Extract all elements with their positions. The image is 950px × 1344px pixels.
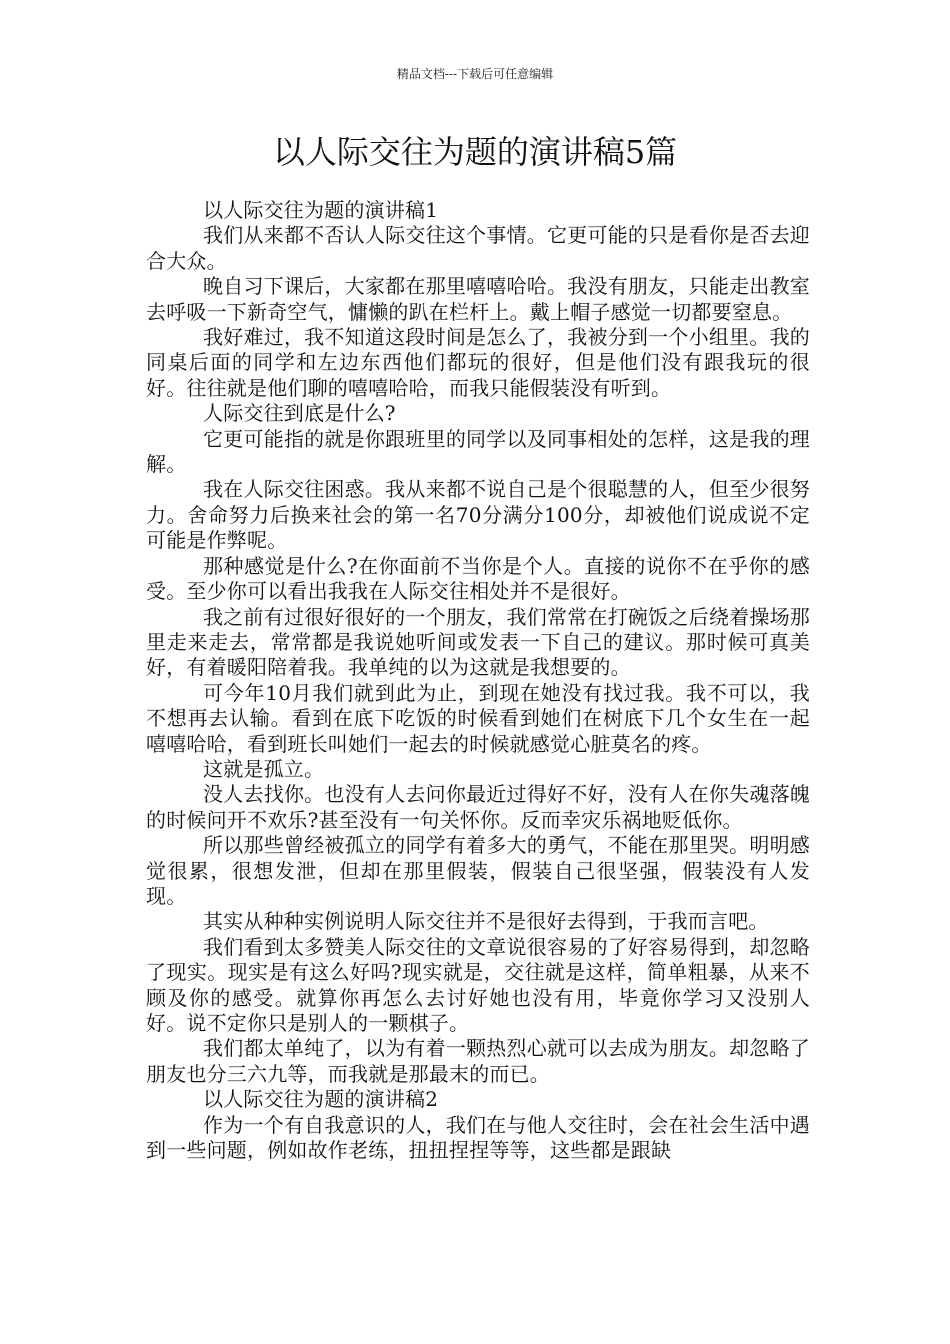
paragraph: 其实从种种实例说明人际交往并不是很好去得到，于我而言吧。 (203, 909, 769, 934)
paragraph: 人际交往到底是什么? (203, 401, 396, 426)
paragraph: 这就是孤立。 (203, 756, 325, 781)
paragraph: 我在人际交往困惑。我从来都不说自己是个很聪慧的人，但至少很努力。舍命努力后换来社会的第一名70分满分100分，却被他们说成说不定可能是作弊呢。 (146, 477, 810, 553)
section-heading-2: 以人际交往为题的演讲稿2 (203, 1087, 439, 1112)
page-header: 精品文档---下载后可任意编辑 (396, 67, 554, 81)
paragraph: 我好难过，我不知道这段时间是怎么了，我被分到一个小组里。我的同桌后面的同学和左边东西他们都玩的很好，但是他们没有跟我玩的很好。往往就是他们聊的嘻嘻哈哈，而我只能假装没有听到。 (146, 325, 810, 400)
paragraph: 我们看到太多赞美人际交往的文章说很容易的了好容易得到，却忽略了现实。现实是有这么好吗?现实就是，交往就是这样，简单粗暴，从来不顾及你的感受。就算你再怎么去讨好她也没有用，毕竟你学习又没别人好。说不定你只是别人的一颗棋子。 (146, 934, 810, 1035)
paragraph: 没人去找你。也没有人去问你最近过得好不好，没有人在你失魂落魄的时候问开不欢乐?甚至没有一句关怀你。反而幸灾乐祸地贬低你。 (146, 782, 810, 832)
paragraph: 可今年10月我们就到此为止，到现在她没有找过我。我不可以，我不想再去认输。看到在底下吃饭的时候看到她们在树底下几个女生在一起嘻嘻哈哈，看到班长叫她们一起去的时候就感觉心脏莫名的疼。 (146, 680, 810, 756)
document-body (146, 198, 810, 1163)
paragraph: 晚自习下课后，大家都在那里嘻嘻哈哈。我没有朋友，只能走出教室去呼吸一下新奇空气，慵懒的趴在栏杆上。戴上帽子感觉一切都要窒息。 (146, 274, 810, 324)
paragraph: 我之前有过很好很好的一个朋友，我们常常在打碗饭之后绕着操场那里走来走去，常常都是我说她听间或发表一下自己的建议。那时候可真美好，有着暖阳陪着我。我单纯的以为这就是我想要的。 (146, 604, 810, 680)
paragraph: 它更可能指的就是你跟班里的同学以及同事相处的怎样，这是我的理解。 (146, 426, 810, 477)
paragraph: 我们都太单纯了，以为有着一颗热烈心就可以去成为朋友。却忽略了朋友也分三六九等，而我就是那最末的而已。 (146, 1036, 810, 1086)
paragraph: 我们从来都不否认人际交往这个事情。它更可能的只是看你是否去迎合大众。 (146, 223, 810, 273)
paragraph: 作为一个有自我意识的人，我们在与他人交往时，会在社会生活中遇到一些问题，例如故作老练，扭扭捏捏等等，这些都是跟缺 (146, 1112, 810, 1163)
section-heading-1: 以人际交往为题的演讲稿1 (203, 198, 439, 222)
paragraph: 所以那些曾经被孤立的同学有着多大的勇气，不能在那里哭。明明感觉很累，很想发泄，但却在那里假装，假装自己很坚强，假装没有人发现。 (146, 833, 810, 908)
paragraph: 那种感觉是什么?在你面前不当你是个人。直接的说你不在乎你的感受。至少你可以看出我我在人际交往相处并不是很好。 (146, 553, 810, 604)
document-title: 以人际交往为题的演讲稿5篇 (272, 133, 678, 171)
